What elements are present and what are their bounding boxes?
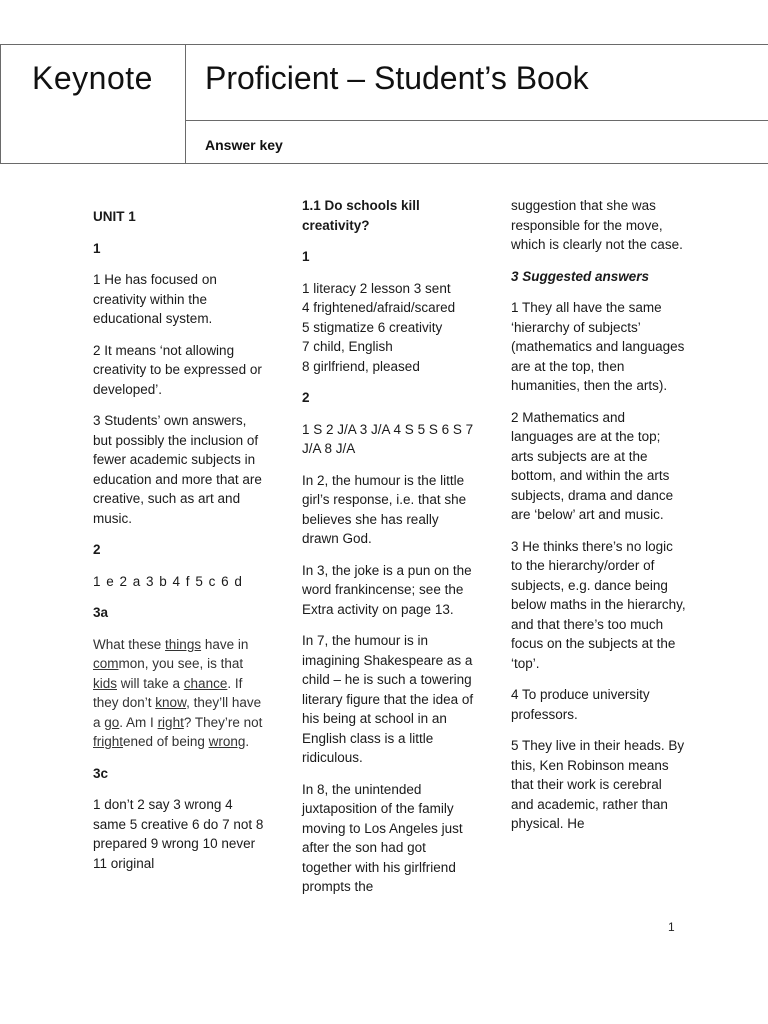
stressed-word: kids [93,675,118,691]
stress-passage [93,635,268,752]
answer-key-label: Answer key [205,137,283,153]
stressed-word: fright [93,734,124,749]
page-number: 1 [668,920,675,934]
book-title: Proficient – Student’s Book [205,60,589,96]
text-segment: , they’ll have a [93,695,262,730]
answer-paragraph: 4 To produce university professors. [511,687,650,722]
unit-heading: UNIT 1 [93,209,136,224]
header-bottom-rule [0,163,768,164]
stressed-word: go [104,714,120,730]
header-divider [185,44,186,164]
section-heading: 3a [93,605,109,620]
stressed-word: wrong [208,734,246,749]
stressed-word: things [165,636,202,652]
answer-paragraph: 3 Students’ own answers, but possibly the inclusion of fewer academic subjects in education and more that are creative, such as art and music. [93,413,262,526]
answer-line: 5 stigmatize 6 creativity [302,319,443,335]
text-segment: . If they don’t [93,675,243,710]
answer-paragraph: In 7, the humour is in imagining Shakespeare as a child – he is such a towering literary figure that the idea of his being at school in an English class is a little ridiculous. [302,633,474,765]
text-segment: mon, you see, is that [118,656,244,671]
text-segment: will take a [117,675,184,691]
section-heading: 2 [93,542,101,557]
header-left-rule [0,44,1,164]
stressed-word: chance [183,675,228,691]
section-heading: 1 [302,249,310,264]
section-heading: 2 [302,390,310,405]
answer-paragraph: suggestion that she was responsible for the move, which is clearly not the case. [511,198,683,252]
text-segment: What these [93,636,166,652]
text-segment: ened of being [123,734,209,749]
answer-paragraph: 1 S 2 J/A 3 J/A 4 S 5 S 6 S 7 J/A 8 J/A [302,421,474,456]
answer-line: 1 literacy 2 lesson 3 sent [302,280,451,296]
answer-paragraph: 1 He has focused on creativity within the educational system. [93,272,217,326]
header-top-rule [0,44,768,45]
answer-paragraph: 1 e 2 a 3 b 4 f 5 c 6 d [93,573,242,589]
section-heading: 3 Suggested answers [511,268,650,284]
answer-paragraph: In 8, the unintended juxtaposition of the family moving to Los Angeles just after the son had got together with his girlfriend prompts the [302,781,463,894]
answer-paragraph: 2 Mathematics and languages are at the top; arts subjects are at the bottom, and within the arts subjects, drama and dance are ‘below’ art and music. [511,409,674,522]
section-heading: 3c [93,765,109,781]
answer-paragraph: 1 don’t 2 say 3 wrong 4 same 5 creative 6 do 7 not 8 prepared 9 wrong 10 never 11 original [93,797,264,871]
brand-title: Keynote [32,60,153,96]
answer-paragraph: In 2, the humour is the little girl’s response, i.e. that she believes she has really drawn God. [302,472,467,546]
stressed-word: com [93,656,119,671]
answer-paragraph: 1 They all have the same ‘hierarchy of subjects’ (mathematics and languages are at the top, then humanities, then the arts). [511,300,685,393]
section-heading: 1 [93,240,101,256]
column-3 [511,196,686,846]
answer-line: 4 frightened/afraid/scared [302,300,456,315]
column-1 [93,207,268,885]
text-segment: have in [201,636,249,652]
column-2 [302,196,477,909]
header-middle-rule [185,120,768,121]
text-segment: . [245,734,250,749]
answer-line: 7 child, English [302,339,393,354]
stressed-word: know [155,695,187,710]
answer-paragraph: 5 They live in their heads. By this, Ken Robinson means that their work is cerebral and academic, rather than physical. He [511,738,685,831]
answer-paragraph: 3 He thinks there’s no logic to the hierarchy/order of subjects, e.g. dance being below maths in the hierarchy, and that there’s too much focus on the subjects at the ‘top’. [511,538,686,671]
lesson-title: 1.1 Do schools kill creativity? [302,198,420,233]
text-segment: . Am I [119,714,158,730]
answer-line: 8 girlfriend, pleased [302,358,420,374]
answer-paragraph: In 3, the joke is a pun on the word frankincense; see the Extra activity on page 13. [302,562,472,617]
text-segment: ? They’re not [183,714,263,730]
answer-paragraph: 2 It means ‘not allowing creativity to be expressed or developed’. [93,342,262,397]
answer-list [302,279,477,377]
stressed-word: right [157,714,184,730]
